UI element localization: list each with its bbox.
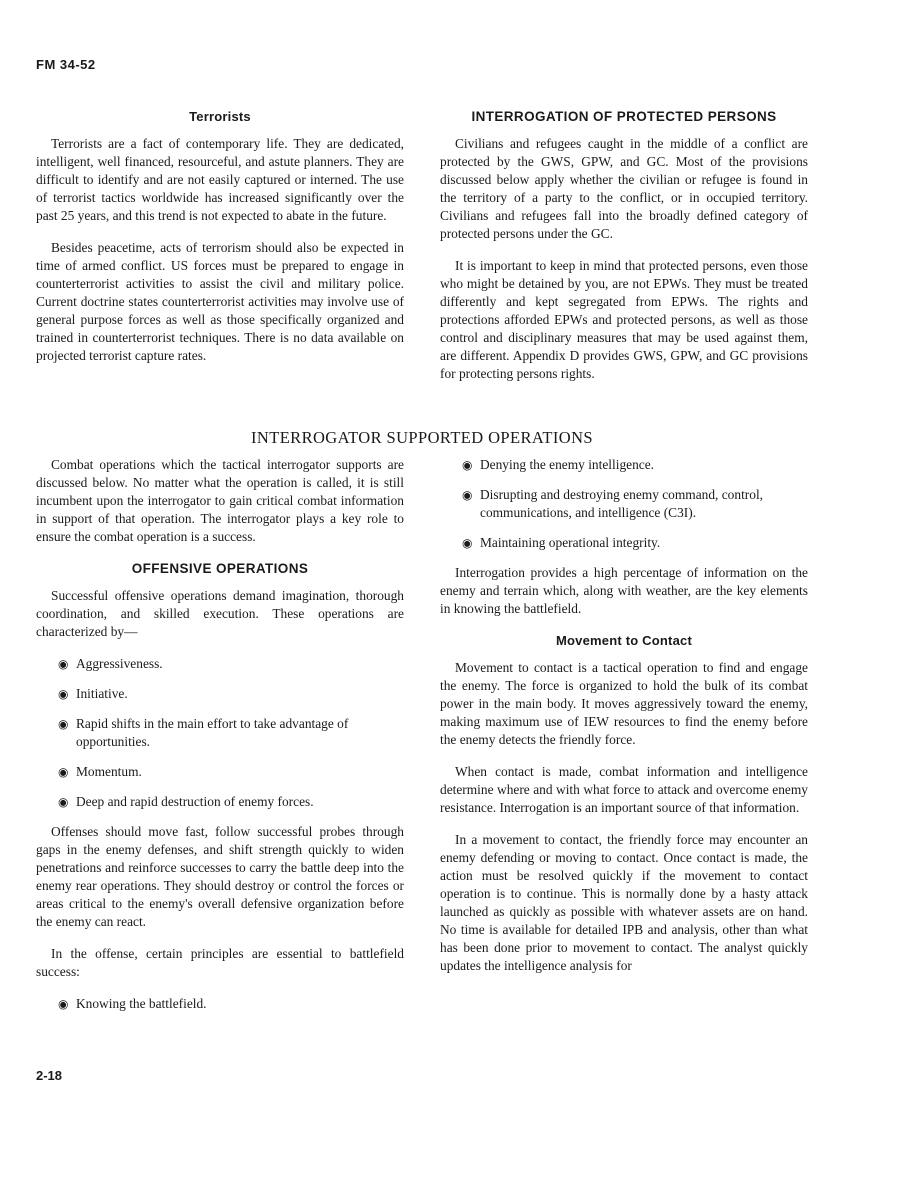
movement-paragraph-2: When contact is made, combat information and intelligence determine where and with what force to attack and overcome enemy resistance. Interrogation is an important source of that information. [440,764,808,815]
offensive-paragraph-2: Offenses should move fast, follow successful probes through gaps in the enemy defenses, and shift strength quickly to widen penetrations and reinforce successes to carry the battle deep into the enemy rear operations. They should destroy or control the forces or areas critical to the enemy's overall defensive organization before the enemy can react. [36,824,404,929]
list-item: ◉ Momentum. [58,764,142,779]
characteristics-list [36,655,404,811]
bullet-icon: ◉ [58,687,69,701]
list-item: ◉ Rapid shifts in the main effort to take advantage of opportunities. [58,716,349,749]
movement-to-contact-heading: Movement to Contact [556,633,692,648]
offensive-intro: Successful offensive operations demand imagination, thorough coordination, and skilled execution. These operations are characterized by— [36,588,404,639]
terrorists-heading: Terrorists [189,109,251,124]
section-heading: INTERROGATOR SUPPORTED OPERATIONS [251,428,593,447]
principles-list-continued [440,456,808,552]
list-item: ◉ Knowing the battlefield. [58,996,207,1011]
list-item: ◉ Maintaining operational integrity. [462,535,661,550]
left-column [36,456,404,1025]
protected-persons-section [440,108,808,397]
offensive-paragraph-3: In the offense, certain principles are essential to battlefield success: [36,946,404,979]
bullet-icon: ◉ [58,765,69,779]
bullet-icon: ◉ [58,997,69,1011]
document-id: FM 34-52 [36,57,96,72]
page-number: 2-18 [36,1068,63,1083]
movement-paragraph-3: In a movement to contact, the friendly force may encounter an enemy defending or moving to contact. Once contact is made, the action must be resolved quickly if the movement to contact operation is to continue. This is normally done by a hasty attack launched as quickly as possible with whatever assets are on hand. No time is available for detailed IPB and analysis, other than what has been done prior to movement to contact. The analyst quickly updates the intelligence analysis for [440,832,808,973]
bullet-icon: ◉ [462,536,473,550]
movement-paragraph-1: Movement to contact is a tactical operation to find and engage the enemy. The force is organized to hold the bulk of its combat power in the main body. It moves aggressively toward the enemy, making maximum use of IEW resources to find the enemy before the enemy detects the friendly force. [440,660,808,747]
protected-persons-paragraph-1: Civilians and refugees caught in the middle of a conflict are protected by the GWS, GPW, and GC. Most of the provisions discussed below apply whether the civilian or refugee is found in the territory of a party to the conflict, or in occupied territory. Civilians and refugees fall into the broadly defined category of protected persons under the GC. [440,136,808,241]
bullet-icon: ◉ [58,657,69,671]
protected-persons-heading: INTERROGATION OF PROTECTED PERSONS [471,109,777,124]
right-column [440,456,808,989]
bullet-icon: ◉ [58,717,69,731]
list-item: ◉ Initiative. [58,686,128,701]
offensive-paragraph-4: Interrogation provides a high percentage of information on the enemy and terrain which, along with weather, are the key elements in knowing the battlefield. [440,565,808,616]
list-item: ◉ Deep and rapid destruction of enemy forces. [58,794,314,809]
protected-persons-paragraph-2: It is important to keep in mind that protected persons, even those who might be detained by you, are not EPWs. They must be treated differently and kept segregated from EPWs. The rights and protections afforded EPWs and protected persons, as well as those control and disciplinary measures that may be used against them, are different. Appendix D provides GWS, GPW, and GC provisions for protecting persons rights. [440,258,808,381]
principles-list [36,995,404,1013]
terrorists-section [36,108,404,379]
list-item: ◉ Denying the enemy intelligence. [462,457,655,472]
terrorists-paragraph-1: Terrorists are a fact of contemporary life. They are dedicated, intelligent, well financed, resourceful, and astute planners. They are difficult to identify and are not easily captured or interned. The use of terrorist tactics worldwide has increased significantly over the past 25 years, and this trend is not expected to abate in the future. [36,136,404,223]
terrorists-paragraph-2: Besides peacetime, acts of terrorism should also be expected in time of armed conflict. US forces must be prepared to engage in counterterrorist activities to assist the civil and military police. Current doctrine states counterterrorist activities may involve use of general purpose forces as well as those specifically organized and trained in counterterrorist techniques. There is no data available on projected terrorist capture rates. [36,240,404,363]
list-item: ◉ Aggressiveness. [58,656,163,671]
bullet-icon: ◉ [462,488,473,502]
offensive-operations-heading: OFFENSIVE OPERATIONS [131,561,309,576]
list-item: ◉ Disrupting and destroying enemy command, control, communications, and intelligence (C3I). [462,487,764,520]
bullet-icon: ◉ [462,458,473,472]
bullet-icon: ◉ [58,795,69,809]
section-intro: Combat operations which the tactical interrogator supports are discussed below. No matter what the operation is called, it is still incumbent upon the interrogator to gain critical combat information in support of that operation. The interrogator plays a key role to ensure the combat operation is a success. [36,457,404,544]
